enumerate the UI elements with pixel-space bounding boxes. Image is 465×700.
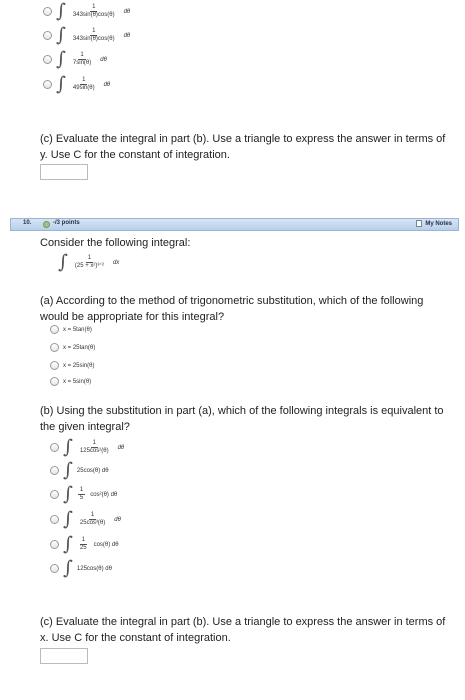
integral-sign-icon: ∫ <box>58 251 68 273</box>
q10b-option-3[interactable]: ∫ $\frac{1}{5}$ cos²(θ) dθ <box>50 485 117 504</box>
q10-part-c-prompt: (c) Evaluate the integral in part (b). Use a triangle to express the answer in terms of x. Use C for the constant of integration. <box>40 616 446 644</box>
q10b-option-5[interactable]: ∫ $\frac{1}{25}$ cos(θ) dθ <box>50 535 119 554</box>
q10b-option-6[interactable]: ∫ 125cos(θ) dθ <box>50 559 112 578</box>
integral-sign-icon: ∫ <box>63 459 73 481</box>
fraction: $\frac{1}{49\sin(\theta)}$ <box>72 77 95 91</box>
points-status-icon <box>43 221 50 228</box>
radio-button[interactable] <box>43 80 52 89</box>
fraction: $\frac{1}{343\sin(\theta)\cos(\theta)}$ <box>72 28 115 42</box>
q10b-option-1[interactable]: ∫ $\frac{1}{\text{125cos²(θ)}}$ dθ <box>50 438 124 457</box>
radio-button[interactable] <box>50 540 59 549</box>
fraction: $\frac{1}{343\sin(\theta)\cos(\theta)}$ <box>72 4 115 18</box>
radio-button[interactable] <box>50 343 59 352</box>
q9-option-1[interactable]: ∫ $\frac{1}{343\sin(\theta)\cos(\theta)}$ dθ <box>43 2 130 21</box>
integral-sign-icon: ∫ <box>63 533 73 555</box>
q10-answer-input[interactable] <box>40 648 88 664</box>
q10-part-a-prompt: (a) According to the method of trigonometric substitution, which of the following would be appropriate for this integral? <box>40 295 424 323</box>
q9-part-c-prompt: (c) Evaluate the integral in part (b). Use a triangle to express the answer in terms of y. Use C for the constant of integration. <box>40 133 446 161</box>
radio-button[interactable] <box>50 564 59 573</box>
radio-button[interactable] <box>50 361 59 370</box>
q9-answer-input[interactable] <box>40 164 88 180</box>
fraction: $\frac{1}{\text{(25 + x²)³ᐟ²}}$ <box>74 255 104 269</box>
radio-button[interactable] <box>50 443 59 452</box>
integral-sign-icon: ∫ <box>63 483 73 505</box>
question-number: 10. <box>23 220 32 226</box>
my-notes-button[interactable] <box>416 220 452 227</box>
radio-button[interactable] <box>43 31 52 40</box>
radio-button[interactable] <box>43 7 52 16</box>
q10a-option-2[interactable]: x = 25tan(θ) <box>50 343 95 352</box>
integral-sign-icon: ∫ <box>56 48 66 70</box>
radio-button[interactable] <box>50 490 59 499</box>
q10a-option-1[interactable]: x = 5tan(θ) <box>50 325 92 334</box>
q10b-option-2[interactable]: ∫ 25cos(θ) dθ <box>50 461 109 480</box>
integral-sign-icon: ∫ <box>56 0 66 22</box>
fraction: $\frac{1}{5}$ <box>79 487 84 501</box>
my-notes-label: My Notes <box>425 220 452 227</box>
q9-option-3[interactable]: ∫ $\frac{1}{7\sin(\theta)}$ dθ <box>43 50 107 69</box>
fraction: $\frac{1}{25}$ <box>79 537 87 551</box>
radio-button[interactable] <box>50 377 59 386</box>
note-checkbox-icon <box>416 220 422 227</box>
q10a-option-4[interactable]: x = 5sin(θ) <box>50 377 91 386</box>
fraction: $\frac{1}{\text{25cos³(θ)}}$ <box>79 512 106 526</box>
q10-intro: Consider the following integral: <box>40 237 191 249</box>
q9-option-4[interactable]: ∫ $\frac{1}{49\sin(\theta)}$ dθ <box>43 75 110 94</box>
radio-button[interactable] <box>50 515 59 524</box>
integral-sign-icon: ∫ <box>56 24 66 46</box>
q9-option-2[interactable]: ∫ $\frac{1}{343\sin(\theta)\cos(\theta)}$ dθ <box>43 26 130 45</box>
integral-sign-icon: ∫ <box>56 73 66 95</box>
given-integral: ∫ $\frac{1}{\text{(25 + x²)³ᐟ²}}$ dx <box>58 251 120 273</box>
radio-button[interactable] <box>50 466 59 475</box>
q10b-option-4[interactable]: ∫ $\frac{1}{\text{25cos³(θ)}}$ dθ <box>50 510 121 529</box>
integral-sign-icon: ∫ <box>63 557 73 579</box>
fraction: $\frac{1}{\text{125cos²(θ)}}$ <box>79 440 109 454</box>
radio-button[interactable] <box>50 325 59 334</box>
q10a-option-3[interactable]: x = 25sin(θ) <box>50 361 95 370</box>
radio-button[interactable] <box>43 55 52 64</box>
integral-sign-icon: ∫ <box>63 508 73 530</box>
fraction: $\frac{1}{7\sin(\theta)}$ <box>72 52 92 66</box>
points-label: -/3 points <box>53 220 80 226</box>
question-header-bar <box>10 218 459 231</box>
integral-sign-icon: ∫ <box>63 436 73 458</box>
q10-part-b-prompt: (b) Using the substitution in part (a), which of the following integrals is equivalent to the given integral? <box>40 405 444 433</box>
